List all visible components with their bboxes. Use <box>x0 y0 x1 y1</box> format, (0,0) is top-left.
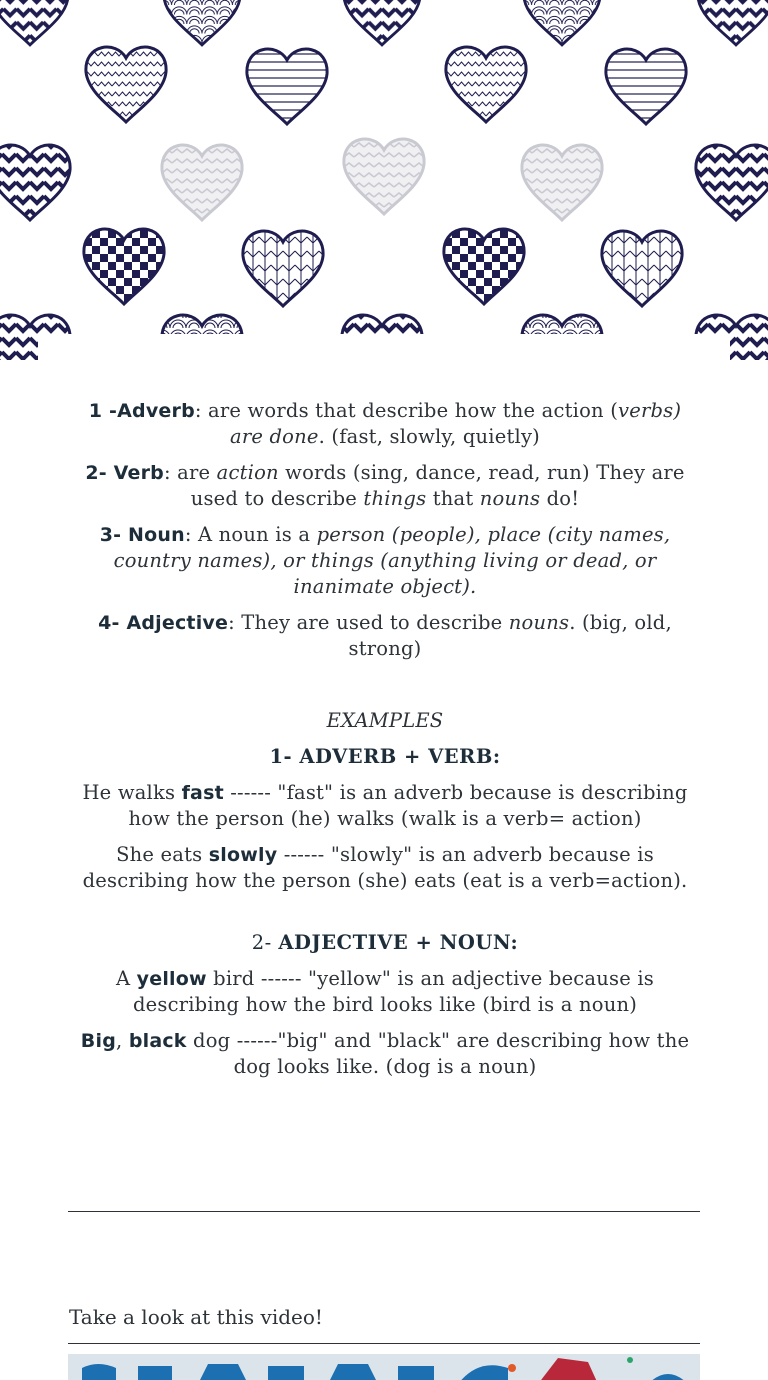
example-sentence <box>75 842 695 894</box>
heart-icon <box>696 145 768 220</box>
example-sentence <box>75 966 695 1018</box>
heart-icon <box>162 145 242 220</box>
content-card <box>38 334 730 1380</box>
heart-icon <box>524 0 600 45</box>
hearts-banner <box>0 0 768 360</box>
adjective-noun-heading <box>75 930 695 956</box>
text-run: : are <box>164 461 217 484</box>
heart-icon <box>84 229 164 304</box>
heart-icon <box>0 0 68 45</box>
example-sentence <box>75 1028 695 1080</box>
heart-icon <box>522 145 602 220</box>
examples-heading: EXAMPLES <box>326 709 444 732</box>
heart-icon <box>243 231 323 306</box>
text-run: ------ "fast" is an adverb because is describing how the person (he) walks (walk is a verb= action) <box>128 781 688 830</box>
section-divider <box>68 1211 700 1212</box>
text-run: He walks <box>82 781 182 804</box>
bold-word: Big <box>80 1030 116 1052</box>
example-sentence <box>75 780 695 832</box>
heart-icon <box>602 231 682 306</box>
bold-word: slowly <box>208 844 278 866</box>
definition-term: 3- Noun <box>99 524 185 546</box>
definition-item <box>75 460 695 512</box>
hearts-pattern <box>0 0 768 360</box>
definition-item <box>75 610 695 662</box>
bold-word: yellow <box>136 968 207 990</box>
italic-text: verbs) are done <box>230 399 682 448</box>
video-thumbnail-art <box>68 1354 700 1380</box>
heart-icon <box>164 0 240 45</box>
definition-term: 2- Verb <box>85 462 164 484</box>
text-run: : They are used to describe <box>228 611 509 634</box>
definition-item <box>75 522 695 600</box>
bold-word: black <box>128 1030 187 1052</box>
adjective-noun-heading-prefix: 2- <box>251 931 279 954</box>
heart-icon <box>698 0 768 45</box>
text-run: do! <box>540 487 580 510</box>
text-run: : A noun is a <box>184 523 317 546</box>
video-cta-text: Take a look at this video! <box>69 1305 323 1329</box>
heart-icon <box>344 0 420 45</box>
text-run: ------ "slowly" is an adverb because is describing how the person (she) eats (eat is a verb=action). <box>82 843 688 892</box>
heart-icon <box>446 47 526 122</box>
text-run: . (fast, slowly, quietly) <box>318 425 540 448</box>
italic-text: nouns <box>508 611 570 634</box>
heart-icon <box>606 49 686 124</box>
definitions-block <box>75 398 695 672</box>
video-thumbnail[interactable] <box>68 1354 700 1380</box>
text-run: : are words that describe how the action ( <box>194 399 619 422</box>
text-run: . (big, old, strong) <box>348 611 672 660</box>
adjective-noun-examples <box>75 966 695 1080</box>
italic-text: things <box>363 487 427 510</box>
definition-term: 1 -Adverb <box>88 400 195 422</box>
text-run: dog ------"big" and "black" are describing how the dog looks like. (dog is a noun) <box>186 1029 690 1078</box>
italic-text: action <box>216 461 279 484</box>
heart-icon <box>247 49 327 124</box>
definition-term: 4- Adjective <box>98 612 229 634</box>
text-run: words (sing, dance, read, run) They are used to describe <box>190 461 685 510</box>
italic-text: nouns <box>479 487 541 510</box>
adjective-noun-heading-text: ADJECTIVE + NOUN: <box>278 931 519 954</box>
video-divider <box>68 1343 700 1344</box>
heart-icon <box>344 139 424 214</box>
text-run: bird ------ "yellow" is an adjective because is describing how the bird looks like (bird is a noun) <box>132 967 655 1016</box>
adverb-verb-heading: 1- ADVERB + VERB: <box>269 745 501 768</box>
definition-item <box>75 398 695 450</box>
adverb-verb-examples <box>75 780 695 894</box>
text-run: , <box>116 1029 129 1052</box>
examples-block <box>75 708 695 1090</box>
text-run: A <box>115 967 137 990</box>
text-run: that <box>426 487 480 510</box>
text-run: She eats <box>116 843 209 866</box>
heart-icon <box>0 145 70 220</box>
bold-word: fast <box>181 782 224 804</box>
heart-icon <box>444 229 524 304</box>
italic-text: person (people), place (city names, country names), or things (anything living or dead, or inanimate object). <box>113 523 671 598</box>
heart-icon <box>86 47 166 122</box>
